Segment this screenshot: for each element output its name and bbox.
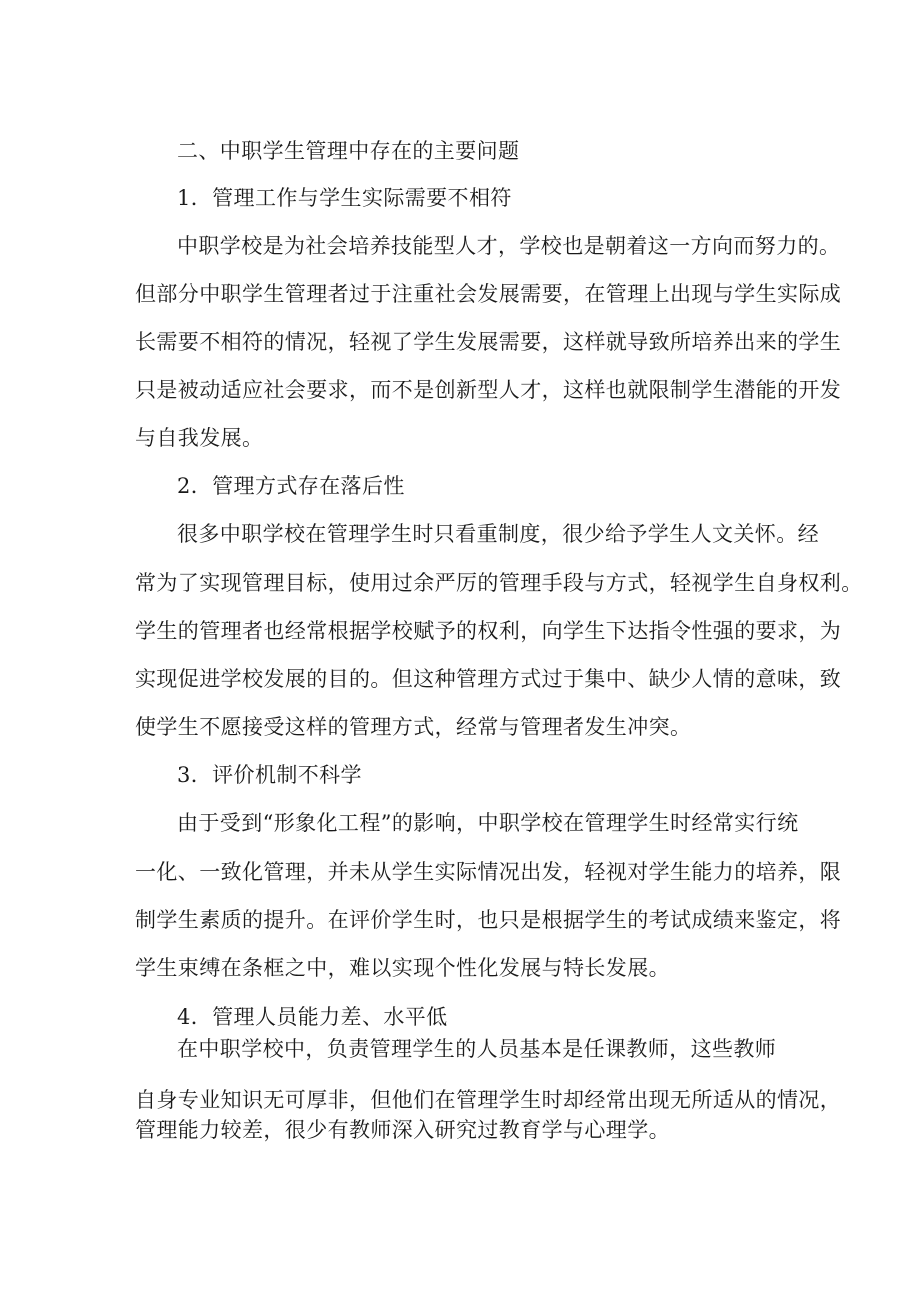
item-2-line-3: 学生的管理者也经常根据学校赋予的权利，向学生下达指令性强的要求，为	[135, 619, 842, 643]
item-1-line-1: 中职学校是为社会培养技能型人才，学校也是朝着这一方向而努力的。	[177, 234, 841, 258]
item-3-line-4: 学生束缚在条框之中，难以实现个性化发展与特长发展。	[135, 956, 670, 980]
item-3-line-2: 一化、一致化管理，并未从学生实际情况出发，轻视对学生能力的培养，限	[135, 860, 842, 884]
item-3-line-1: 由于受到“形象化工程”的影响，中职学校在管理学生时经常实行统	[177, 811, 799, 835]
item-4-heading: 4．管理人员能力差、水平低	[177, 1005, 448, 1029]
item-3-line-3: 制学生素质的提升。在评价学生时，也只是根据学生的考试成绩来鉴定，将	[135, 908, 842, 932]
item-4-line-3: 管理能力较差，很少有教师深入研究过教育学与心理学。	[135, 1118, 670, 1142]
item-4-line-1: 在中职学校中，负责管理学生的人员基本是任课教师，这些教师	[177, 1037, 777, 1061]
item-3-heading: 3．评价机制不科学	[177, 763, 362, 787]
item-1-line-5: 与自我发展。	[135, 426, 264, 450]
item-1-line-3: 长需要不相符的情况，轻视了学生发展需要，这样就导致所培养出来的学生	[135, 330, 842, 354]
item-2-heading: 2．管理方式存在落后性	[177, 474, 405, 498]
item-1-line-2: 但部分中职学生管理者过于注重社会发展需要，在管理上出现与学生实际成	[135, 282, 842, 306]
item-2-line-1: 很多中职学校在管理学生时只看重制度，很少给予学生人文关怀。经	[177, 522, 819, 546]
section-title: 二、中职学生管理中存在的主要问题	[177, 139, 520, 163]
item-2-line-4: 实现促进学校发展的目的。但这种管理方式过于集中、缺少人情的意味，致	[135, 667, 842, 691]
item-1-heading: 1．管理工作与学生实际需要不相符	[177, 186, 512, 210]
item-4-line-2: 自身专业知识无可厚非，但他们在管理学生时却经常出现无所适从的情况，	[135, 1088, 842, 1112]
item-2-line-2: 常为了实现管理目标，使用过余严厉的管理手段与方式，轻视学生自身权利。	[135, 571, 863, 595]
item-2-line-5: 使学生不愿接受这样的管理方式，经常与管理者发生冲突。	[135, 715, 692, 739]
item-1-line-4: 只是被动适应社会要求，而不是创新型人才，这样也就限制学生潜能的开发	[135, 378, 842, 402]
